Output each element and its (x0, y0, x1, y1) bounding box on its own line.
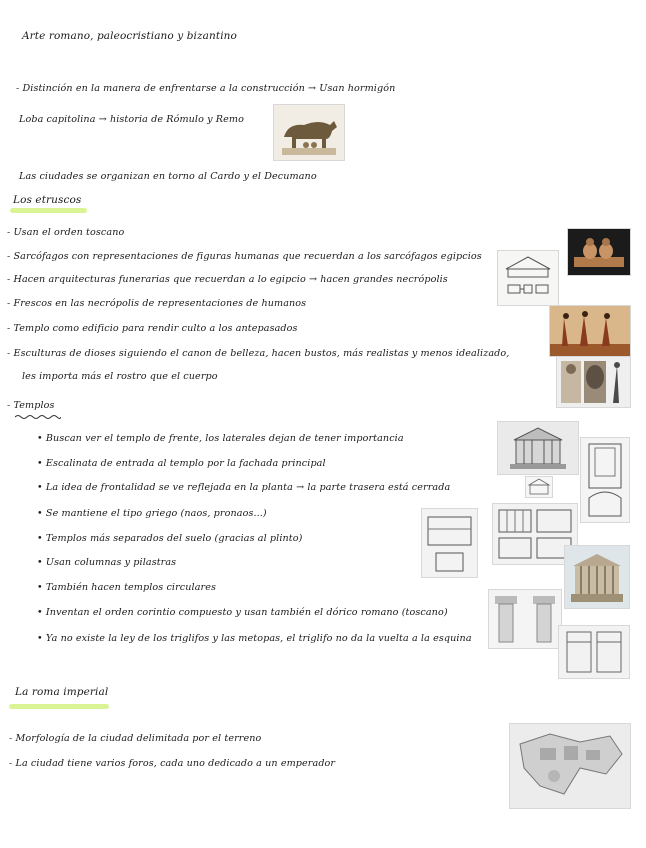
bullet-item: • Se mantiene el tipo griego (naos, pronaos...) (37, 508, 267, 519)
temple-drawing-image (497, 421, 579, 475)
intro-line: Loba capitolina → historia de Rómulo y Remo (19, 114, 244, 125)
column-orders-image (488, 589, 562, 649)
intro-line: Las ciudades se organizan en torno al Cardo y el Decumano (19, 171, 317, 182)
etruscan-fresco-image (549, 305, 631, 357)
note-item: - Usan el orden toscano (7, 227, 125, 238)
subheading: - Templos (7, 400, 55, 411)
capitoline-wolf-image (273, 104, 345, 161)
intro-line: - Distinción en la manera de enfrentarse a la construcción → Usan hormigón (16, 83, 396, 94)
bullet-item: • Escalinata de entrada al templo por la fachada principal (37, 458, 326, 469)
bullet-item: • La idea de frontalidad se ve reflejada en la planta → la parte trasera está cerrada (37, 482, 451, 493)
etruscan-sculpture-image (556, 356, 631, 408)
note-item: - Sarcófagos con representaciones de figuras humanas que recuerdan a los sarcófagos egipcios (7, 251, 482, 262)
maison-carree-image (564, 545, 630, 609)
bullet-item: • Usan columnas y pilastras (37, 557, 177, 568)
note-item: - La ciudad tiene varios foros, cada uno dedicado a un emperador (9, 758, 336, 769)
bullet-item: • Templos más separados del suelo (gracias al plinto) (37, 533, 303, 544)
heading-highlight (9, 704, 109, 709)
note-item: les importa más el rostro que el cuerpo (22, 371, 218, 382)
imperial-forums-map-image (509, 723, 631, 809)
section-heading: Los etruscos (13, 194, 82, 206)
bullet-item: • Inventan el orden corintio compuesto y usan también el dórico romano (toscano) (37, 607, 448, 618)
wavy-underline (15, 414, 61, 420)
note-item: - Hacen arquitecturas funerarias que recuerdan a lo egipcio → hacen grandes necrópolis (7, 274, 448, 285)
note-item: - Frescos en las necrópolis de representaciones de humanos (7, 298, 307, 309)
page-title: Arte romano, paleocristiano y bizantino (22, 30, 237, 42)
bullet-item: • Ya no existe la ley de los triglifos y las metopas, el triglifo no da la vuelta a la esquina (37, 633, 472, 644)
temple-floorplan-image (421, 508, 478, 578)
capitals-image (558, 625, 630, 679)
section-heading: La roma imperial (15, 686, 109, 698)
bullet-item: • Buscan ver el templo de frente, los laterales dejan de tener importancia (37, 433, 404, 444)
note-item: - Morfología de la ciudad delimitada por el terreno (9, 733, 262, 744)
necropolis-plan-image (497, 250, 559, 306)
note-item: - Templo como edificio para rendir culto a los antepasados (7, 323, 298, 334)
note-item: - Esculturas de dioses siguiendo el canon de belleza, hacen bustos, más realistas y menos idealizado, (7, 348, 510, 359)
heading-highlight (10, 208, 87, 213)
temple-elevation-image (525, 476, 553, 498)
sarcophagus-image (567, 228, 631, 276)
bullet-item: • También hacen templos circulares (37, 582, 217, 593)
temple-plan-image (580, 437, 630, 523)
